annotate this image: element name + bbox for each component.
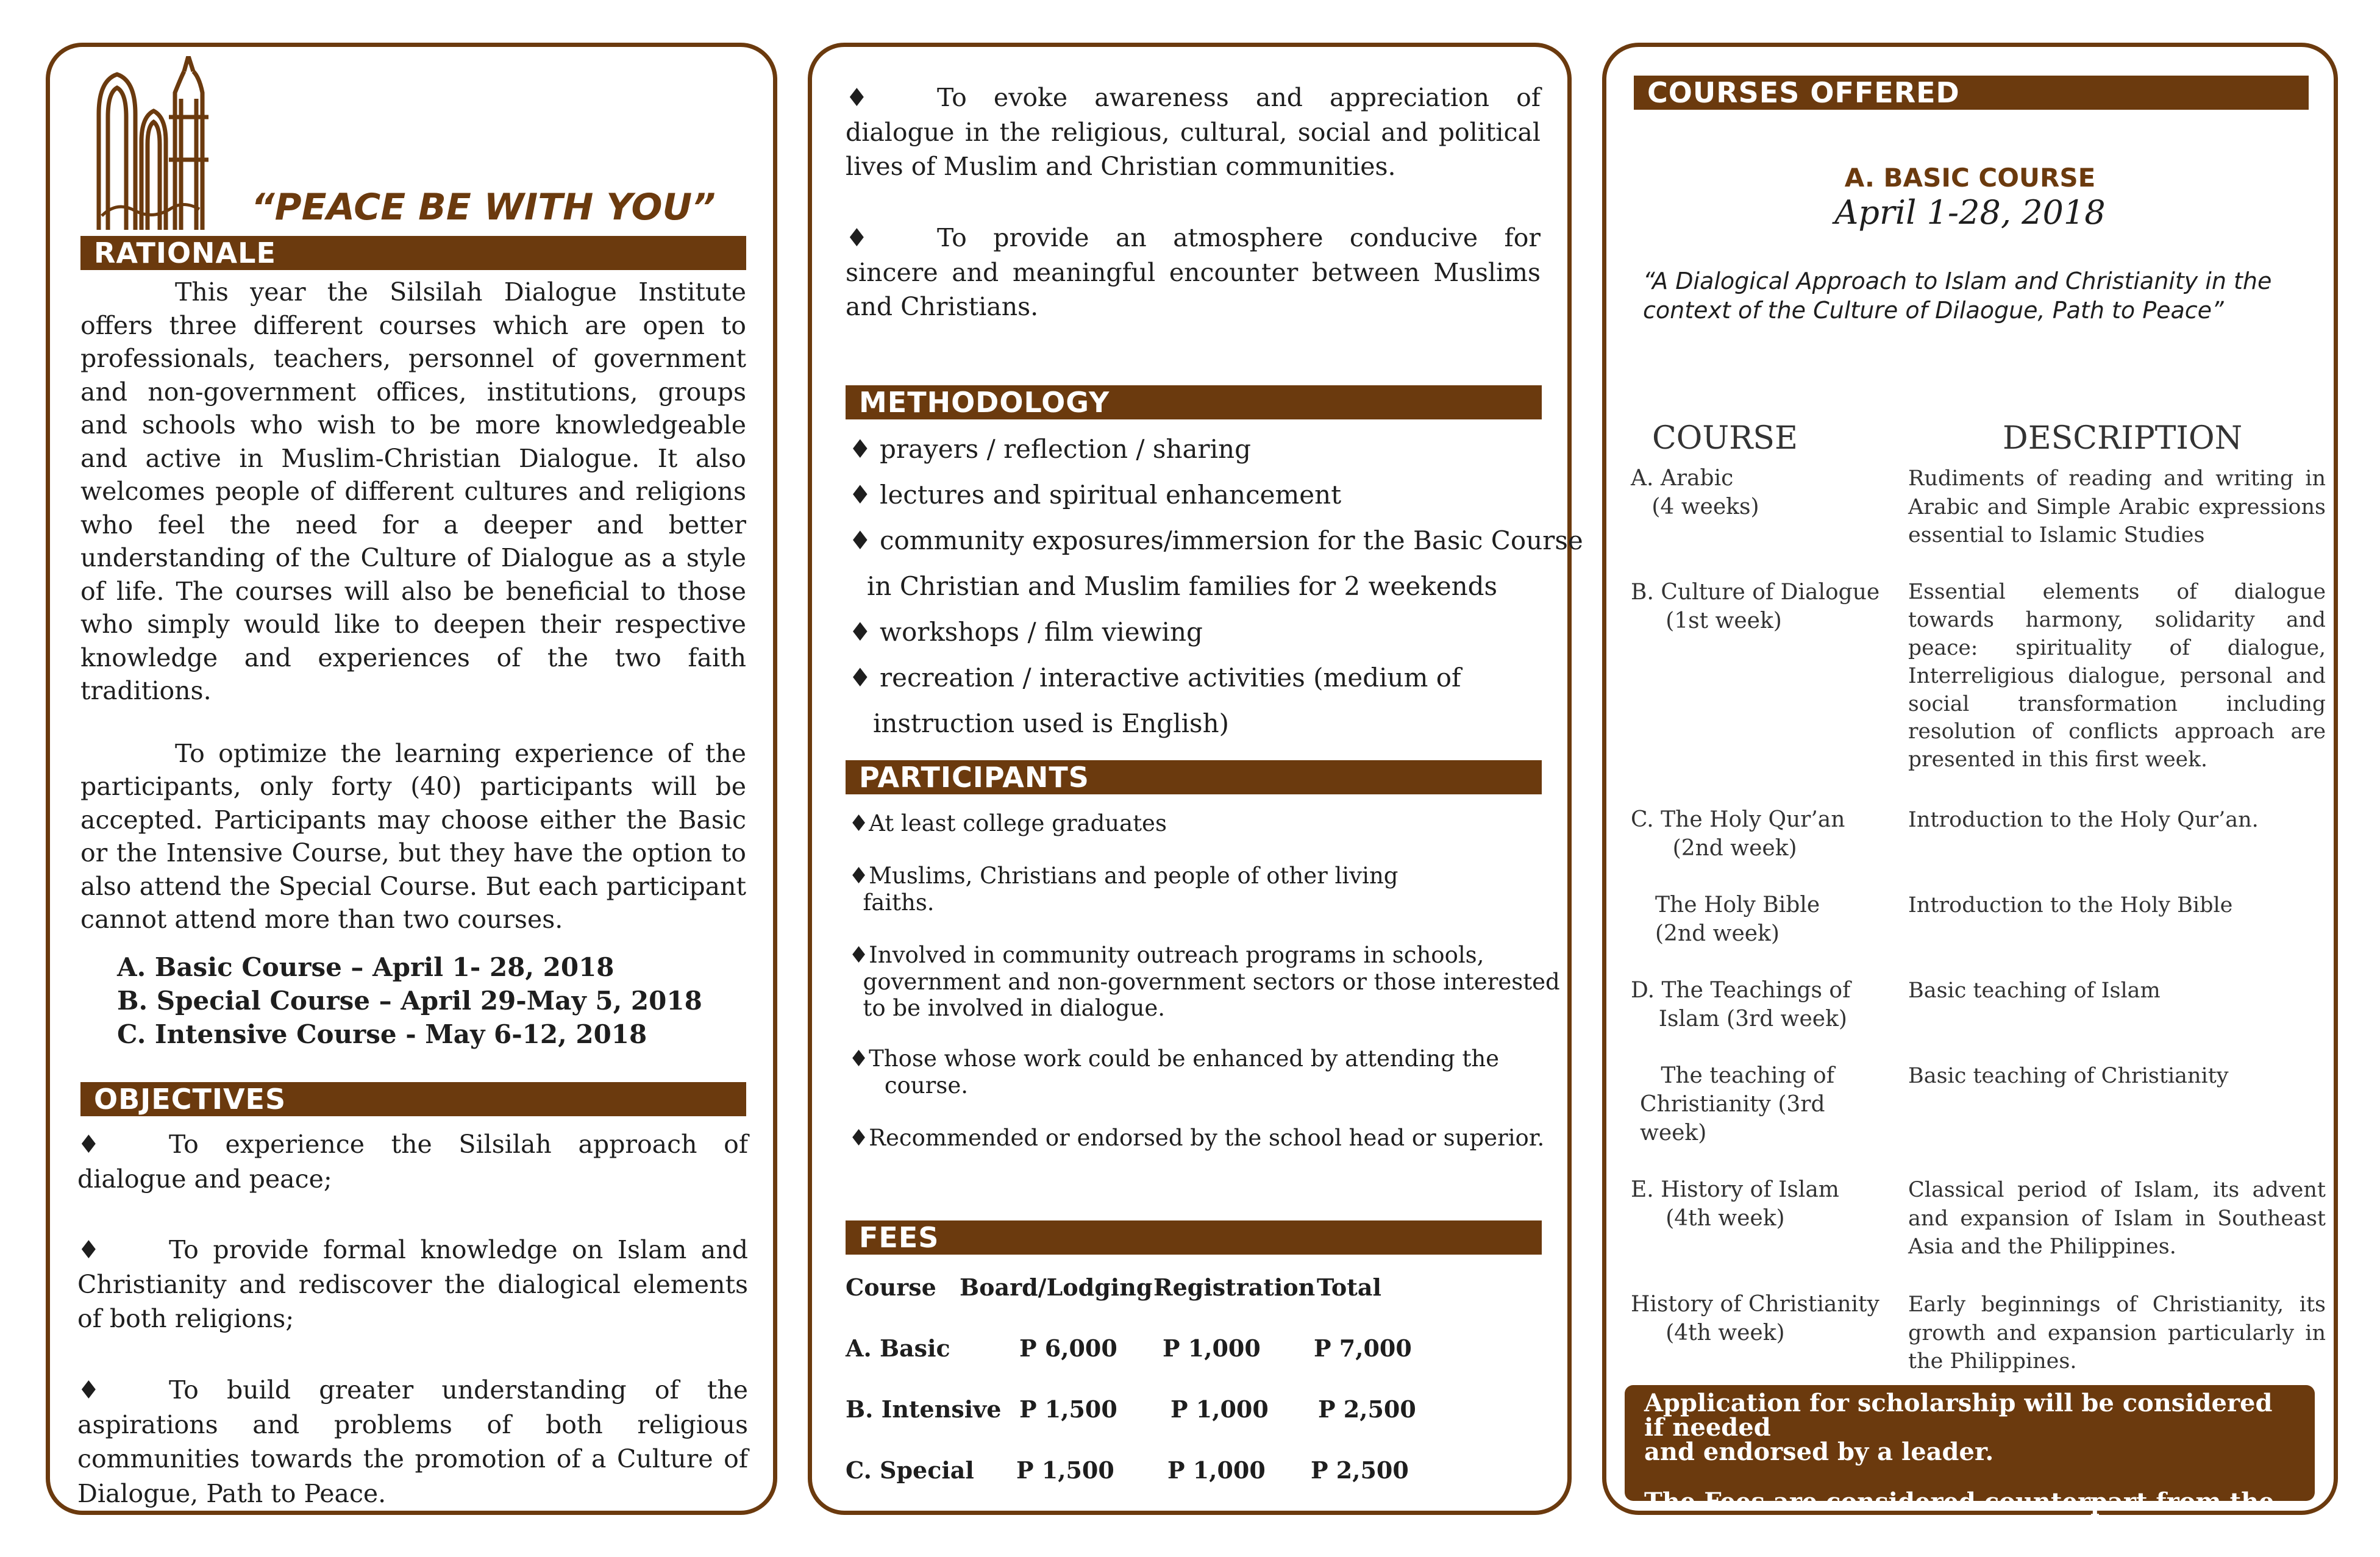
course-description: Introduction to the Holy Bible [1908,893,2233,917]
fees-header-course: Course [846,1274,936,1301]
rationale-heading: RATIONALE [80,236,746,270]
course-description: Classical period of Islam, its advent and expansion of Islam in Southeast Asia and the Philippines. [1908,1178,2326,1259]
list-item: ♦Muslims, Christians and people of other living faiths. [849,863,1398,916]
minaret-arches-logo [84,56,266,233]
note-line: The Fees are considered counterpart from the participants. [1644,1488,2275,1541]
fees-row-total: P 7,000 [1314,1334,1412,1362]
schedule-intensive: C. Intensive Course - May 6-12, 2018 [117,1019,647,1049]
objective-item: ♦ To provide an atmosphere conducive for sincere and meaningful encounter between Muslims and Christians. [846,221,1541,324]
diamond-bullet-icon: ♦ [77,1375,100,1405]
rationale-paragraph-2: To optimize the learning experience of the participants, only forty (40) participants will be accepted. Participants may choose either the Basic or the Intensive Course, but they have the option to also attend the Special Course. But each participant cannot attend more than two courses. [80,738,746,935]
methodology-heading: METHODOLOGY [846,385,1542,419]
objective-item: ♦ To evoke awareness and appreciation of dialogue in the religious, cultural, social and political lives of Muslim and Christian communities. [846,80,1541,184]
fees-row-total: P 2,500 [1318,1395,1416,1423]
fees-row-course: A. Basic [846,1334,950,1362]
course-name: B. Culture of Dialogue (1st week) [1631,580,1880,633]
diamond-bullet-icon: ♦ [77,1235,100,1264]
diamond-bullet-icon: ♦ [77,1130,100,1159]
fees-row-board: P 1,500 [1016,1456,1114,1484]
fees-header-total: Total [1317,1274,1381,1301]
course-description: Rudiments of reading and writing in Arabic and Simple Arabic expressions essential to Islamic Studies [1908,466,2326,548]
course-name: C. The Holy Qur’an (2nd week) [1631,807,1845,861]
course-name: The teaching of Christianity (3rd week) [1640,1063,1835,1145]
diamond-bullet-icon: ♦ [846,83,868,112]
basic-course-title: A. BASIC COURSE [1844,163,2096,193]
objective-item: ♦ To provide formal knowledge on Islam and Christianity and rediscover the dialogical elements of both religions; [77,1233,748,1336]
course-theme-line-1: “A Dialogical Approach to Islam and Christianity in the [1643,268,2272,294]
list-item: ♦Involved in community outreach programs in schools, government and non-government sectors or those interested to be involved in dialogue. [849,942,1560,1022]
schedule-basic: A. Basic Course – April 1- 28, 2018 [117,952,615,982]
list-item: ♦Recommended or endorsed by the school head or superior. [849,1125,1545,1151]
list-item: ♦ workshops / film viewing [849,617,1203,647]
note-line: Application for scholarship will be considered if needed [1644,1389,2273,1442]
participants-heading: PARTICIPANTS [846,760,1542,794]
course-description: Basic teaching of Christianity [1908,1064,2229,1088]
fees-row-registration: P 1,000 [1167,1456,1266,1484]
schedule-special: B. Special Course – April 29-May 5, 2018 [117,986,702,1016]
course-column-header: COURSE [1652,420,1798,457]
fees-row-course: B. Intensive [846,1395,1002,1423]
course-description: Introduction to the Holy Qur’an. [1908,808,2259,832]
list-item: ♦At least college graduates [849,810,1167,836]
fees-header-board: Board/Lodging [960,1274,1153,1301]
panel-courses [1602,43,2338,1541]
objective-item: ♦ To experience the Silsilah approach of dialogue and peace; [77,1127,748,1196]
course-theme-line-2: context of the Culture of Dilaogue, Path to Peace” [1643,297,2224,324]
tagline: “PEACE BE WITH YOU” [251,186,716,229]
rationale-paragraph-1: This year the Silsilah Dialogue Institute offers three different courses which are open to professionals, teachers, personnel of government and non-government offices, institutions, groups and schools who wish to be more knowledgeable and active in Muslim-Christian Dialogue. It also welcomes people of different cultures and religions who feel the need for a deeper and better understanding of the Culture of Dialogue as a style of life. The courses will also be beneficial to those who simply would like to deepen their respective knowledge and experiences of the two faith traditions. [80,277,746,706]
fees-row-total: P 2,500 [1311,1456,1409,1484]
basic-course-dates: April 1-28, 2018 [1834,193,2106,232]
objectives-heading: OBJECTIVES [80,1082,746,1116]
list-item: ♦ prayers / reflection / sharing [849,434,1251,464]
fees-header-registration: Registration [1153,1274,1316,1301]
courses-heading: COURSES OFFERED [1634,76,2309,110]
fees-row-board: P 1,500 [1019,1395,1117,1423]
list-item: ♦ community exposures/immersion for the Basic Course [849,526,1583,555]
fees-row-registration: P 1,000 [1163,1334,1261,1362]
course-name: A. Arabic (4 weeks) [1631,466,1759,519]
scholarship-note [1625,1385,2315,1541]
fees-heading: FEES [846,1220,1542,1255]
list-item: ♦ recreation / interactive activities (medium of [849,663,1461,693]
list-item: ♦ lectures and spiritual enhancement [849,480,1342,510]
course-name: E. History of Islam (4th week) [1631,1177,1839,1231]
course-name: The Holy Bible (2nd week) [1655,893,1820,946]
list-item: in Christian and Muslim families for 2 weekends [867,571,1498,601]
fees-row-registration: P 1,000 [1170,1395,1269,1423]
description-column-header: DESCRIPTION [2003,420,2243,457]
note-line: and endorsed by a leader. [1644,1438,1994,1466]
course-name: History of Christianity (4th week) [1631,1292,1879,1345]
course-name: D. The Teachings of Islam (3rd week) [1631,978,1851,1031]
fees-row-board: P 6,000 [1019,1334,1117,1362]
panel-methodology [808,43,1583,1515]
rationale-text [80,276,746,936]
course-description: Basic teaching of Islam [1908,978,2161,1003]
course-description: Early beginnings of Christianity, its growth and expansion particularly in the Philippines. [1908,1292,2326,1374]
diamond-bullet-icon: ♦ [846,223,868,252]
fees-row-course: C. Special [846,1456,974,1484]
list-item: instruction used is English) [873,708,1230,738]
list-item: ♦Those whose work could be enhanced by attending the course. [849,1046,1500,1099]
panel-rationale [46,43,777,1515]
course-description: Essential elements of dialogue towards harmony, solidarity and peace: spirituality of dialogue, Interreligious dialogue, personal and social transformation including resolution of conflicts approach are presented in this first week. [1908,580,2326,772]
objective-item: ♦ To build greater understanding of the aspirations and problems of both religious communities towards the promotion of a Culture of Dialogue, Path to Peace. [77,1373,748,1511]
